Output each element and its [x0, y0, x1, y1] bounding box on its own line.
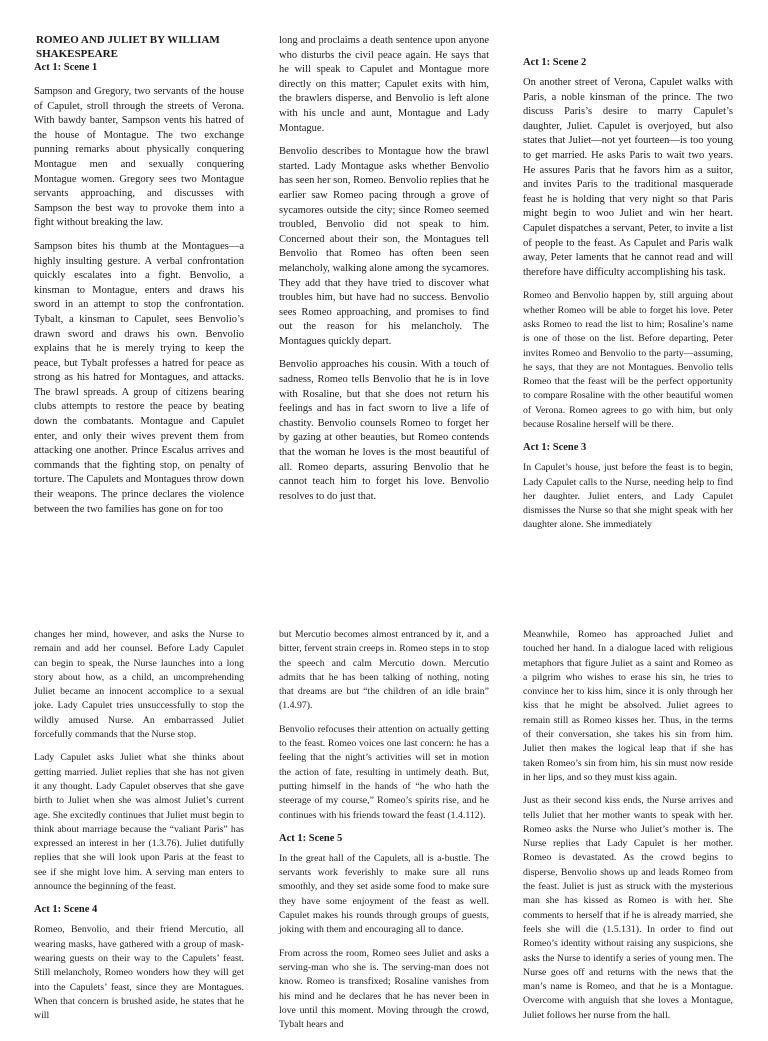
page2-column-3 — [523, 628, 733, 1032]
paragraph: Benvolio approaches his cousin. With a touch of sadness, Romeo tells Benvolio that he is in love with Rosaline, but that she does not return his feelings and has in fact sworn to live a life of chastity. Benvolio counsels Romeo to forget her by gazing at other beauties, but Romeo contends that the woman he loves is the most beautiful of all. Romeo departs, assuring Benvolio that he cannot teach him to forget his love. Benvolio resolves to do just that. — [279, 359, 489, 502]
page2-column-2 — [279, 628, 489, 1041]
paragraph: From across the room, Romeo sees Juliet and asks a serving-man who she is. The serving-man does not know. Romeo is transfixed; Rosaline vanishes from his mind and he declares that he has never been in love until this moment. Moving through the crowd, Tybalt hears and — [279, 947, 489, 1031]
paragraph: Romeo and Benvolio happen by, still arguing about whether Romeo will be able to forget his love. Peter asks Romeo to read the list to him; Rosaline’s name is one of those on the list. Before departing, Peter invites Romeo and Benvolio to the party—assuming, he says, that they are not Montagues. Benvolio tells Romeo that the feast will be the perfect opportunity to compare Rosaline with the other beautiful women of Verona. Romeo agrees to go with him, but only because Rosaline herself will be there. — [523, 290, 733, 430]
paragraph: In Capulet’s house, just before the feast is to begin, Lady Capulet calls to the Nurse, needing help to find her daughter. Juliet enters, and Lady Capulet dismisses the Nurse so that she might speak with her daughter alone. She immediately — [523, 462, 733, 531]
paragraph: On another street of Verona, Capulet walks with Paris, a noble kinsman of the prince. The two discuss Paris’s desire to marry Capulet’s daughter, Juliet. Capulet is overjoyed, but also states that Juliet—not yet fourteen—is too young to get married. He asks Paris to wait two years. He assures Paris that he favors him as a suitor, and invites Paris to the traditional masquerade feast he is holding that very night so that Paris might begin to woo Juliet and win her heart. Capulet dispatches a servant, Peter, to invite a list of people to the feast. As Capulet and Paris walk away, Peter laments that he cannot read and will therefore have difficulty accomplishing his task. — [523, 77, 733, 278]
paragraph: Benvolio refocuses their attention on actually getting to the feast. Romeo voices one last concern: he has a feeling that the night’s activities will set in motion the action of fate, resulting in untimely death. But, putting himself in the hands of “he who hath the steerage of my course,” Romeo’s spirits rise, and he continues with his friends toward the feast (1.4.112). — [279, 723, 489, 821]
heading-act1-scene1: Act 1: Scene 1 — [34, 62, 98, 73]
paragraph: In the great hall of the Capulets, all is a-bustle. The servants work feverishly to make sure all runs smoothly, and they set aside some food to make sure they have some enjoyment of the feast as well. Capulet makes his rounds through groups of guests, joking with them and encouraging all to dance. — [279, 852, 489, 936]
paragraph: Benvolio describes to Montague how the brawl started. Lady Montague asks whether Benvolio has seen her son, Romeo. Benvolio replies that he earlier saw Romeo pacing through a grove of sycamores outside the city; since Romeo seemed troubled, Benvolio did not speak to him. Concerned about their son, the Montagues tell Benvolio that Romeo has often been seen melancholy, walking alone among the sycamores. They add that they have tried to discover what troubles him, but have had no success. Benvolio sees Romeo approaching, and promises to find out the reason for his melancholy. The Montagues quickly depart. — [279, 146, 489, 347]
paragraph: Just as their second kiss ends, the Nurse arrives and tells Juliet that her mother wants to speak with her. Romeo asks the Nurse who Juliet’s mother is. The Nurse replies that Lady Capulet is her mother. Romeo is devastated. As the crowd begins to disperse, Benvolio shows up and leads Romeo from the feast. Juliet is just as struck with the mysterious man she has kissed as Romeo is with her. She comments to herself that if he is already married, she feels she will die (1.5.131). In order to find out Romeo’s identity without raising any suspicions, she asks the Nurse to identify a series of young men. The Nurse goes off and returns with the news that the man’s name is Romeo, and that he is a Montague. Overcome with anguish that she loves a Montague, Juliet follows her nurse from the hall. — [523, 795, 733, 1021]
page1-column-1 — [34, 34, 244, 526]
heading-act1-scene3: Act 1: Scene 3 — [523, 442, 587, 454]
heading-act1-scene4: Act 1: Scene 4 — [34, 904, 98, 916]
paragraph: but Mercutio becomes almost entranced by it, and a bitter, fervent strain creeps in. Romeo steps in to stop the speech and calm Mercutio down. Mercutio admits that he has been talking of nothing, noting that dreams are but “the children of an idle brain” (1.4.97). — [279, 629, 489, 712]
paragraph: Sampson and Gregory, two servants of the house of Capulet, stroll through the streets of Verona. With bawdy banter, Sampson vents his hatred of the house of Montague. The two exchange punning remarks about physically conquering Montague men and sexually conquering Montague women. Gregory sees two Montague servants approaching, and discusses with Sampson the best way to provoke them into a fight without breaking the law. — [34, 86, 244, 229]
heading-act1-scene5: Act 1: Scene 5 — [279, 832, 343, 844]
page2-column-1 — [34, 628, 244, 1032]
page1-column-2 — [279, 34, 489, 513]
paragraph: Sampson bites his thumb at the Montagues—a highly insulting gesture. A verbal confrontation quickly escalates into a fight. Benvolio, a kinsman to Montague, enters and draws his sword in an attempt to stop the confrontation. Tybalt, a kinsman to Capulet, sees Benvolio’s drawn sword and draws his own. Benvolio explains that he is merely trying to keep the peace, but Tybalt professes a hatred for peace as strong as his hatred for Montagues, and attacks. The brawl spreads. A group of citizens bearing clubs attempts to restore the peace by beating down the combatants. Montague and Capulet enter, and only their wives prevent them from attacking one another. Prince Escalus arrives and commands that the fighting stop, on penalty of torture. The Capulets and Montagues throw down their weapons. The prince declares the violence between the two families has gone on for too — [34, 240, 244, 515]
heading-act1-scene2: Act 1: Scene 2 — [523, 57, 587, 68]
paragraph: Meanwhile, Romeo has approached Juliet and touched her hand. In a dialogue laced with religious metaphors that figure Juliet as a saint and Romeo as a pilgrim who wishes to erase his sin, he tries to convince her to kiss him, since it is only through her kiss that he might be absolved. Juliet agrees to remain still as Romeo kisses her. Thus, in the terms of their conversation, she takes his sin from him. Juliet then makes the logical leap that if she has taken Romeo’s sin from him, his sin must now reside in her lips, and so they must kiss again. — [523, 629, 733, 783]
paragraph: long and proclaims a death sentence upon anyone who disturbs the civil peace again. He says that he will speak to Capulet and Montague more directly on this matter; Capulet exits with him, the brawlers disperse, and Benvolio is left alone with his uncle and aunt, Montague and Lady Montague. — [279, 35, 489, 134]
paragraph: Lady Capulet asks Juliet what she thinks about getting married. Juliet replies that she has not given it any thought. Lady Capulet observes that she gave birth to Juliet when she was almost Juliet’s current age. She excitedly continues that Juliet must begin to think about marriage because the “valiant Paris” has expressed an interest in her (1.3.76). Juliet dutifully replies that she will look upon Paris at the feast to see if she might love him. A serving man enters to announce the beginning of the feast. — [34, 752, 244, 893]
paragraph: Romeo, Benvolio, and their friend Mercutio, all wearing masks, have gathered with a group of mask-wearing guests on their way to the Capulets’ feast. Still melancholy, Romeo wonders how they will get into the Capulets’ feast, since they are Montagues. When that concern is brushed aside, he states that he will — [34, 924, 244, 1022]
page1-column-3 — [523, 56, 733, 542]
document-title: ROMEO AND JULIET BY WILLIAM SHAKESPEARE — [36, 34, 220, 60]
paragraph: changes her mind, however, and asks the Nurse to remain and add her counsel. Before Lady Capulet can begin to speak, the Nurse launches into a long story about how, as a child, an uncomprehending Juliet became an innocent accomplice to a sexual joke. Lady Capulet tries unsuccessfully to stop the wildly amused Nurse. An embarrassed Juliet forcefully commands that the Nurse stop. — [34, 629, 244, 741]
